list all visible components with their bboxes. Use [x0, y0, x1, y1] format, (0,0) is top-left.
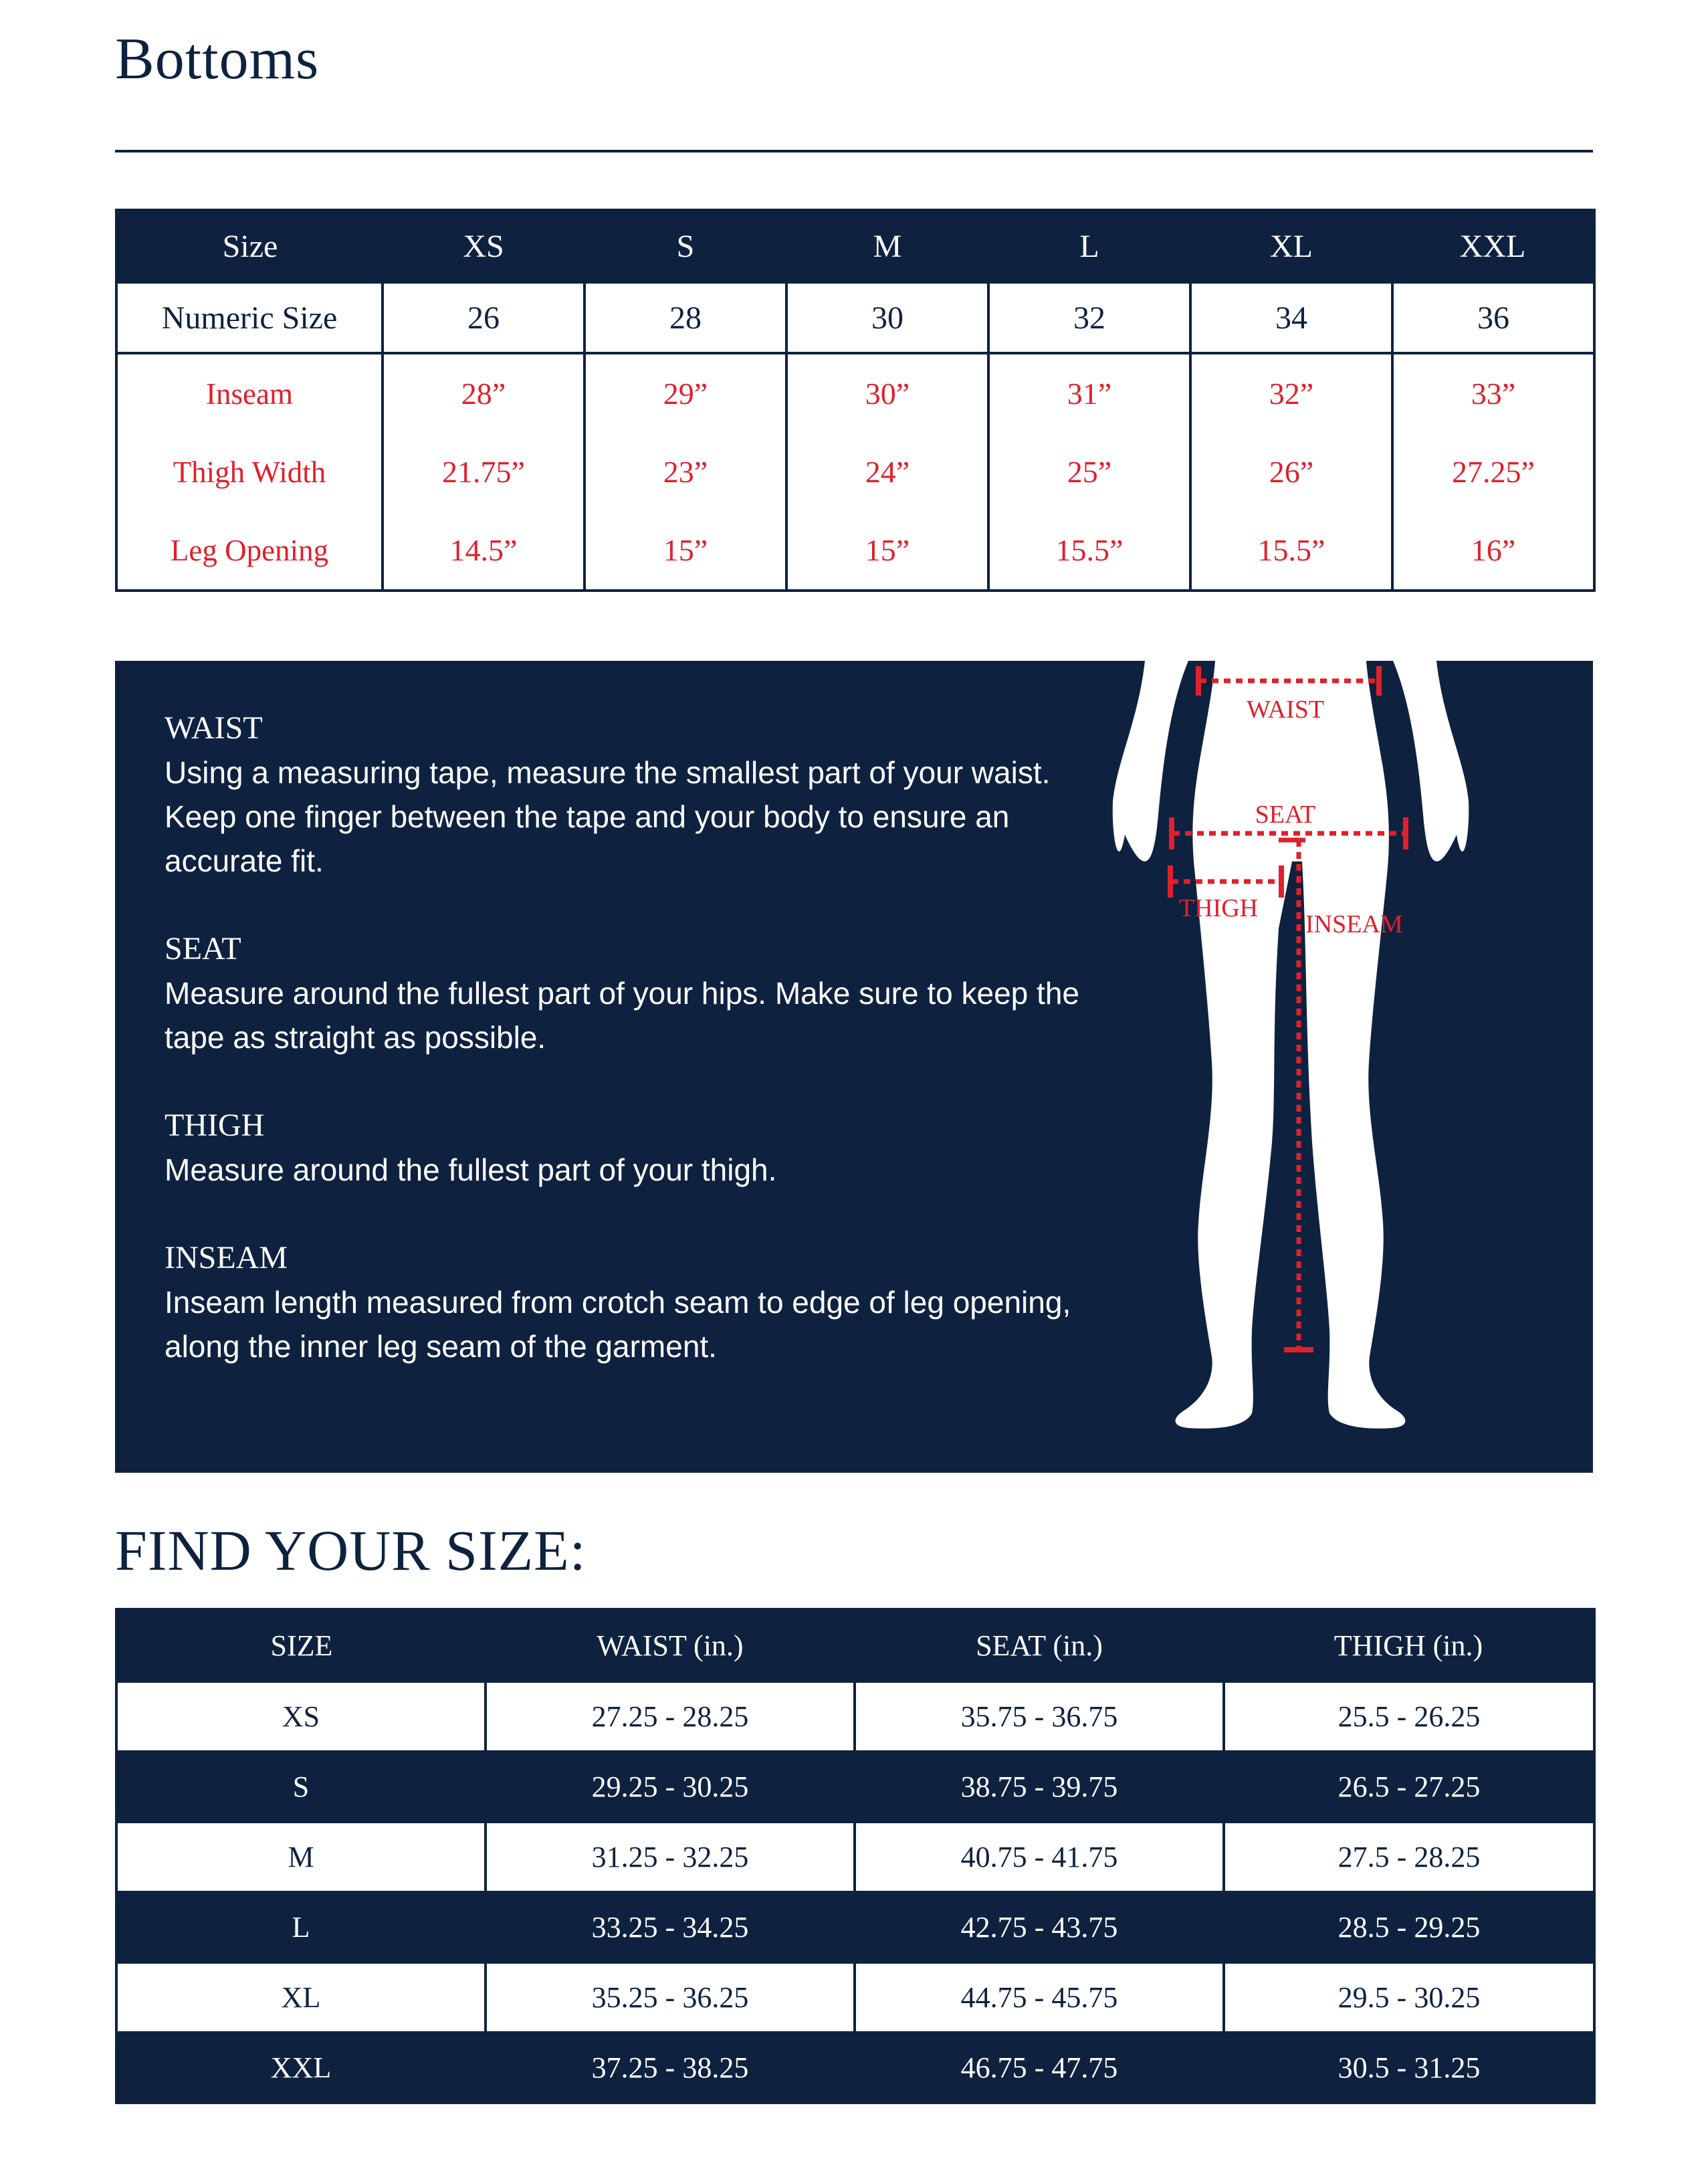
- seat-cell: 44.75 - 45.75: [855, 1962, 1224, 2033]
- size-header-row: [116, 210, 1594, 282]
- size-header-cell: S: [676, 228, 695, 264]
- table-row: [116, 1752, 1594, 1822]
- seat-cell: 42.75 - 43.75: [855, 1892, 1224, 1962]
- seat-cell: 35.75 - 36.75: [855, 1681, 1224, 1752]
- table-row: [116, 1962, 1594, 2033]
- waist-cell: 31.25 - 32.25: [486, 1822, 855, 1892]
- waist-cell: 27.25 - 28.25: [486, 1681, 855, 1752]
- leg-opening-value: 15”: [663, 533, 708, 567]
- leg-opening-value: 15.5”: [1257, 533, 1325, 567]
- find-header-cell: SIZE: [270, 1629, 333, 1662]
- find-header-row: [116, 1609, 1594, 1681]
- inseam-description: Inseam length measured from crotch seam to edge of leg opening, along the inner leg seam of the garment.: [165, 1285, 1071, 1364]
- body-silhouette: [1113, 661, 1469, 1429]
- seat-heading: SEAT: [165, 931, 241, 966]
- numeric-size-cell: 26: [383, 282, 584, 353]
- table-row: [116, 2033, 1594, 2103]
- waist-figure-label: WAIST: [1246, 696, 1325, 724]
- thigh-figure-label: THIGH: [1178, 894, 1259, 922]
- measurement-cell-l: [988, 353, 1190, 591]
- size-cell: S: [116, 1752, 486, 1822]
- size-header-cell: XXL: [1459, 228, 1526, 264]
- inseam-figure-label: INSEAM: [1305, 910, 1403, 938]
- thigh-instruction: [165, 1104, 1128, 1192]
- find-your-size-heading: FIND YOUR SIZE:: [115, 1518, 586, 1582]
- thigh-width-value: 26”: [1269, 455, 1314, 489]
- find-your-size-table: [115, 1608, 1596, 2104]
- thigh-heading: THIGH: [165, 1108, 265, 1143]
- waist-cell: 35.25 - 36.25: [486, 1962, 855, 2033]
- thigh-width-value: 25”: [1067, 455, 1112, 489]
- waist-cell: 37.25 - 38.25: [486, 2033, 855, 2103]
- thigh-width-value: 23”: [663, 455, 708, 489]
- thigh-cell: 29.5 - 30.25: [1224, 1962, 1594, 2033]
- size-cell: M: [116, 1822, 486, 1892]
- seat-instruction: [165, 927, 1128, 1059]
- inseam-value: 31”: [1067, 377, 1112, 411]
- size-cell: L: [116, 1892, 486, 1962]
- waist-heading: WAIST: [165, 710, 263, 746]
- inseam-instruction: [165, 1236, 1128, 1368]
- thigh-description: Measure around the fullest part of your thigh.: [165, 1152, 777, 1187]
- leg-opening-value: 15.5”: [1055, 533, 1124, 567]
- measurement-row: [116, 353, 1594, 591]
- waist-description: Using a measuring tape, measure the smallest part of your waist. Keep one finger between the tape and your body to ensure an accurate fit.: [165, 755, 1051, 878]
- find-header-cell: THIGH (in.): [1333, 1629, 1483, 1662]
- size-cell: XL: [116, 1962, 486, 2033]
- leg-opening-value: 14.5”: [449, 533, 518, 567]
- thigh-cell: 28.5 - 29.25: [1224, 1892, 1594, 1962]
- size-cell: XS: [116, 1681, 486, 1752]
- measurement-cell-xxl: [1392, 353, 1594, 591]
- thigh-width-value: 24”: [865, 455, 910, 489]
- size-cell: XXL: [116, 2033, 486, 2103]
- find-header-cell: SEAT (in.): [976, 1629, 1103, 1662]
- inseam-value: 32”: [1269, 377, 1314, 411]
- seat-description: Measure around the fullest part of your hips. Make sure to keep the tape as straight as possible.: [165, 976, 1079, 1055]
- size-header-cell: L: [1079, 228, 1099, 264]
- thigh-cell: 25.5 - 26.25: [1224, 1681, 1594, 1752]
- thigh-width-value: 21.75”: [442, 455, 525, 489]
- inseam-label: Inseam: [206, 377, 293, 411]
- thigh-cell: 30.5 - 31.25: [1224, 2033, 1594, 2103]
- size-header-cell: XL: [1270, 228, 1313, 264]
- title-divider: [115, 150, 1593, 152]
- thigh-cell: 27.5 - 28.25: [1224, 1822, 1594, 1892]
- seat-cell: 38.75 - 39.75: [855, 1752, 1224, 1822]
- inseam-value: 28”: [461, 377, 506, 411]
- numeric-size-cell: 28: [584, 282, 786, 353]
- seat-cell: 40.75 - 41.75: [855, 1822, 1224, 1892]
- leg-opening-label: Leg Opening: [170, 533, 329, 567]
- inseam-value: 29”: [663, 377, 708, 411]
- numeric-size-cell: 32: [988, 282, 1190, 353]
- size-header-cell: XS: [463, 228, 504, 264]
- size-header-cell: M: [873, 228, 902, 264]
- leg-opening-value: 16”: [1471, 533, 1516, 567]
- thigh-width-value: 27.25”: [1452, 455, 1535, 489]
- seat-figure-label: SEAT: [1255, 801, 1316, 829]
- find-header-cell: WAIST (in.): [597, 1629, 744, 1662]
- waist-cell: 33.25 - 34.25: [486, 1892, 855, 1962]
- numeric-size-label: Numeric Size: [116, 282, 383, 353]
- measuring-instructions: [165, 706, 1128, 1413]
- numeric-size-cell: 36: [1392, 282, 1594, 353]
- body-measurement-figure: [1071, 661, 1593, 1473]
- leg-opening-value: 15”: [865, 533, 910, 567]
- seat-cell: 46.75 - 47.75: [855, 2033, 1224, 2103]
- measurement-labels: [116, 353, 383, 591]
- table-row: [116, 1822, 1594, 1892]
- measuring-guide-panel: [115, 661, 1593, 1473]
- table-row: [116, 1892, 1594, 1962]
- inseam-heading: INSEAM: [165, 1240, 288, 1275]
- waist-instruction: [165, 706, 1128, 883]
- measurement-cell-s: [584, 353, 786, 591]
- waist-cell: 29.25 - 30.25: [486, 1752, 855, 1822]
- inseam-value: 30”: [865, 377, 910, 411]
- page-title: Bottoms: [115, 27, 320, 92]
- thigh-width-label: Thigh Width: [173, 455, 326, 489]
- measurement-cell-m: [786, 353, 988, 591]
- size-chart-table: [115, 209, 1596, 592]
- measurement-cell-xl: [1190, 353, 1392, 591]
- inseam-value: 33”: [1471, 377, 1516, 411]
- size-header-cell: Size: [222, 228, 278, 264]
- thigh-cell: 26.5 - 27.25: [1224, 1752, 1594, 1822]
- numeric-size-row: [116, 282, 1594, 353]
- table-row: [116, 1681, 1594, 1752]
- numeric-size-cell: 34: [1190, 282, 1392, 353]
- measurement-cell-xs: [383, 353, 584, 591]
- numeric-size-cell: 30: [786, 282, 988, 353]
